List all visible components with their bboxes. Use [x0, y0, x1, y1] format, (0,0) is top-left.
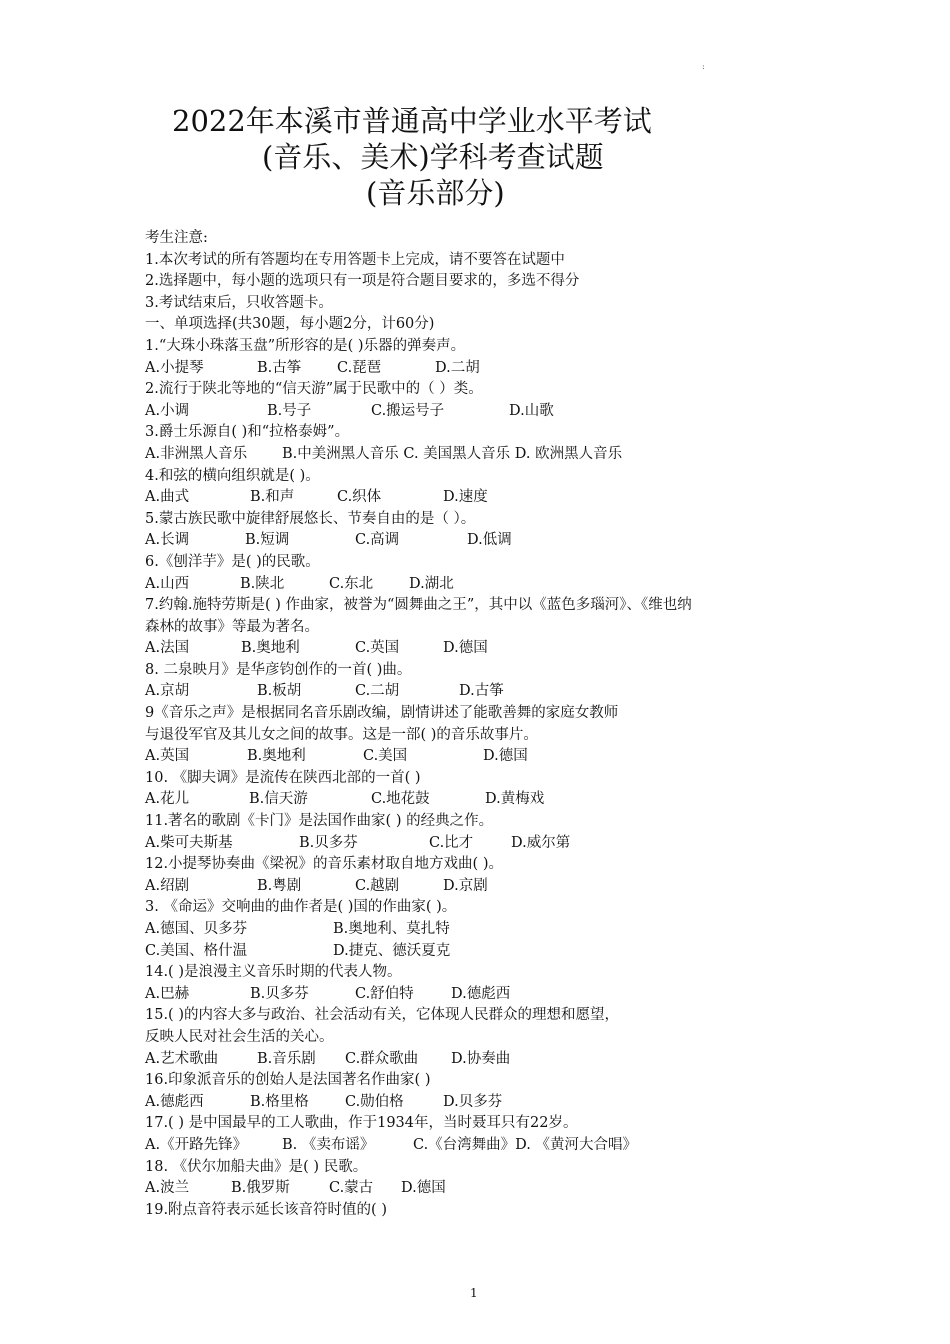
option-item: A.巴赫	[145, 985, 190, 1002]
options-row	[145, 746, 825, 768]
option-item: A.《开路先锋》	[145, 1136, 248, 1153]
options-row	[145, 1049, 825, 1071]
options-row	[145, 487, 825, 509]
title-line-1: 2022年本溪市普通高中学业水平考试	[172, 104, 652, 138]
title-line-3: (音乐部分)	[366, 176, 505, 210]
option-item: A.长调	[145, 532, 190, 549]
option-item: D.威尔第	[511, 834, 571, 851]
option-item: A.小提琴	[145, 359, 204, 376]
question-stem: 反映人民对社会生活的关心。	[145, 1028, 334, 1045]
option-item: A.小调	[145, 402, 190, 419]
option-item: B. 《卖布谣》	[282, 1136, 375, 1153]
option-item: C.高调	[355, 532, 400, 549]
question-stem: 9《音乐之声》是根据同名音乐剧改编，剧情讲述了能歌善舞的家庭女教师	[145, 705, 619, 722]
option-item: D.二胡	[435, 359, 480, 376]
options-row	[145, 919, 825, 941]
option-item: C.东北	[329, 575, 374, 592]
options-row	[145, 530, 825, 552]
option-item: B.格里格	[250, 1093, 309, 1110]
option-item: D.京剧	[443, 877, 488, 894]
option-item: A.波兰	[145, 1180, 190, 1197]
option-item: A.山西	[145, 575, 190, 592]
question-stem: 4.和弦的横向组织就是( )。	[145, 467, 320, 484]
exam-body	[145, 228, 825, 1221]
option-item: B.古筝	[257, 359, 302, 376]
option-item: A.花儿	[145, 791, 190, 808]
question-stem: 17.( ) 是中国最早的工人歌曲，作于1934年，当时聂耳只有22岁。	[145, 1115, 578, 1132]
option-item: B.贝多芬	[299, 834, 358, 851]
option-item: B.贝多芬	[250, 985, 309, 1002]
section-heading: 一、单项选择(共30题，每小题2分，计60分)	[145, 316, 435, 333]
option-item: C.美国	[363, 748, 408, 765]
option-item: C.英国	[355, 640, 400, 657]
question-stem: 5.蒙古族民歌中旋律舒展悠长、节奏自由的是（ ）。	[145, 510, 476, 527]
option-item: B.奥地利、莫扎特	[333, 921, 450, 937]
question-stem: 2.流行于陕北等地的“信天游”属于民歌中的（ ）类。	[145, 381, 483, 398]
option-item: C.织体	[337, 489, 382, 506]
options-row	[145, 876, 825, 898]
option-item: A.德国、贝多芬	[145, 921, 248, 937]
option-item: C.勋伯格	[345, 1093, 404, 1110]
option-item: A.德彪西	[145, 1093, 204, 1110]
option-item: B.粤剧	[257, 877, 302, 894]
question-stem: 1.“大珠小珠落玉盘”所形容的是( )乐器的弹奏声。	[145, 337, 466, 354]
option-item: D.德国	[443, 640, 488, 657]
option-item: A.非洲黑人音乐	[145, 445, 248, 462]
question-stem: 19.附点音符表示延长该音符时值的( )	[145, 1201, 387, 1218]
options-row	[145, 638, 825, 660]
question-stem: 11.著名的歌剧《卡门》是法国作曲家( ) 的经典之作。	[145, 813, 494, 830]
option-item: C.群众歌曲	[345, 1050, 419, 1067]
option-item: D.速度	[443, 489, 488, 506]
option-item: B.短调	[245, 532, 290, 549]
option-item: C.二胡	[355, 683, 400, 700]
page-number: 1	[470, 1286, 478, 1300]
option-item: B.信天游	[249, 791, 308, 808]
option-item: C.地花鼓	[371, 791, 430, 808]
option-item: A.曲式	[145, 489, 190, 506]
option-item: B.俄罗斯	[231, 1180, 290, 1197]
title-line-2: (音乐、美术)学科考查试题	[262, 140, 604, 174]
option-item: A.京胡	[145, 683, 190, 700]
option-item: D.贝多芬	[443, 1093, 503, 1110]
option-item: A.绍剧	[145, 877, 190, 894]
option-item: C.舒伯特	[355, 985, 414, 1002]
options-row	[145, 984, 825, 1006]
option-item: B.奥地利	[247, 748, 306, 765]
option-item: D.古筝	[459, 683, 504, 700]
question-stem: 10. 《脚夫调》是流传在陕西北部的一首( )	[145, 769, 421, 786]
question-stem: 7.约翰.施特劳斯是( ) 作曲家，被誉为“圆舞曲之王”，其中以《蓝色多瑙河》、《维也纳	[145, 597, 692, 614]
option-item: C.比才	[429, 834, 474, 851]
option-item: C.美国、格什温	[145, 942, 248, 959]
notice-heading: 考生注意:	[145, 230, 208, 246]
option-item: C.搬运号子	[371, 402, 445, 419]
options-row	[145, 789, 825, 811]
question-stem: 14.( )是浪漫主义音乐时期的代表人物。	[145, 964, 402, 981]
option-item: B.音乐剧	[257, 1050, 316, 1067]
question-stem: 与退役军官及其儿女之间的故事。这是一部( )的音乐故事片。	[145, 726, 538, 743]
notice-item: 3.考试结束后，只收答题卡。	[145, 294, 333, 311]
corner-mark: :	[702, 62, 705, 71]
question-stem: 12.小提琴协奏曲《梁祝》的音乐素材取自地方戏曲( )。	[145, 856, 503, 873]
option-item: D.德国	[401, 1180, 446, 1197]
options-row	[145, 1092, 825, 1114]
option-item: C.《台湾舞曲》D. 《黄河大合唱》	[413, 1136, 638, 1153]
options-row	[145, 574, 825, 596]
options-row	[145, 941, 825, 963]
question-list	[145, 336, 825, 1221]
option-item: A.柴可夫斯基	[145, 834, 233, 851]
question-stem: 16.印象派音乐的创始人是法国著名作曲家( )	[145, 1072, 431, 1089]
option-item: C.蒙古	[329, 1180, 374, 1197]
option-item: D.协奏曲	[451, 1050, 511, 1067]
option-item: B.陕北	[240, 575, 285, 592]
options-row	[145, 1135, 825, 1157]
question-stem: 3.爵士乐源自( )和“拉格泰姆”。	[145, 424, 350, 441]
question-stem: 18. 《伏尔加船夫曲》是( ) 民歌。	[145, 1158, 368, 1175]
option-item: D.山歌	[509, 402, 554, 419]
question-stem: 15.( )的内容大多与政治、社会活动有关，它体现人民群众的理想和愿望，	[145, 1007, 619, 1024]
options-row	[145, 1178, 825, 1200]
option-item: B.和声	[250, 489, 295, 506]
option-item: D.德彪西	[451, 985, 511, 1002]
options-row	[145, 358, 825, 380]
option-item: D.捷克、德沃夏克	[333, 942, 451, 959]
option-item: B.中美洲黑人音乐 C. 美国黑人音乐 D. 欧洲黑人音乐	[282, 445, 623, 462]
option-item: D.德国	[483, 748, 528, 765]
option-item: A.艺术歌曲	[145, 1050, 219, 1067]
option-item: C.琵琶	[337, 359, 382, 376]
options-row	[145, 401, 825, 423]
option-item: B.奥地利	[241, 640, 300, 657]
option-item: A.法国	[145, 640, 190, 657]
question-stem: 8. 二泉映月》是华彦钧创作的一首( )曲。	[145, 661, 412, 678]
option-item: D.湖北	[409, 575, 454, 592]
option-item: D.低调	[467, 532, 512, 549]
question-stem: 6.《刨洋芋》是( )的民歌。	[145, 553, 320, 570]
option-item: A.英国	[145, 748, 190, 765]
options-row	[145, 444, 825, 466]
notice-item: 2.选择题中，每小题的选项只有一项是符合题目要求的，多选不得分	[145, 273, 580, 290]
question-stem: 森林的故事》等最为著名。	[145, 618, 319, 635]
option-item: B.板胡	[257, 683, 302, 700]
options-row	[145, 681, 825, 703]
option-item: B.号子	[267, 402, 312, 419]
option-item: C.越剧	[355, 877, 400, 894]
options-row	[145, 833, 825, 855]
option-item: D.黄梅戏	[485, 791, 545, 808]
question-stem: 3. 《命运》交响曲的曲作者是( )国的作曲家( )。	[145, 899, 457, 916]
notice-item: 1.本次考试的所有答题均在专用答题卡上完成，请不要答在试题中	[145, 251, 565, 268]
